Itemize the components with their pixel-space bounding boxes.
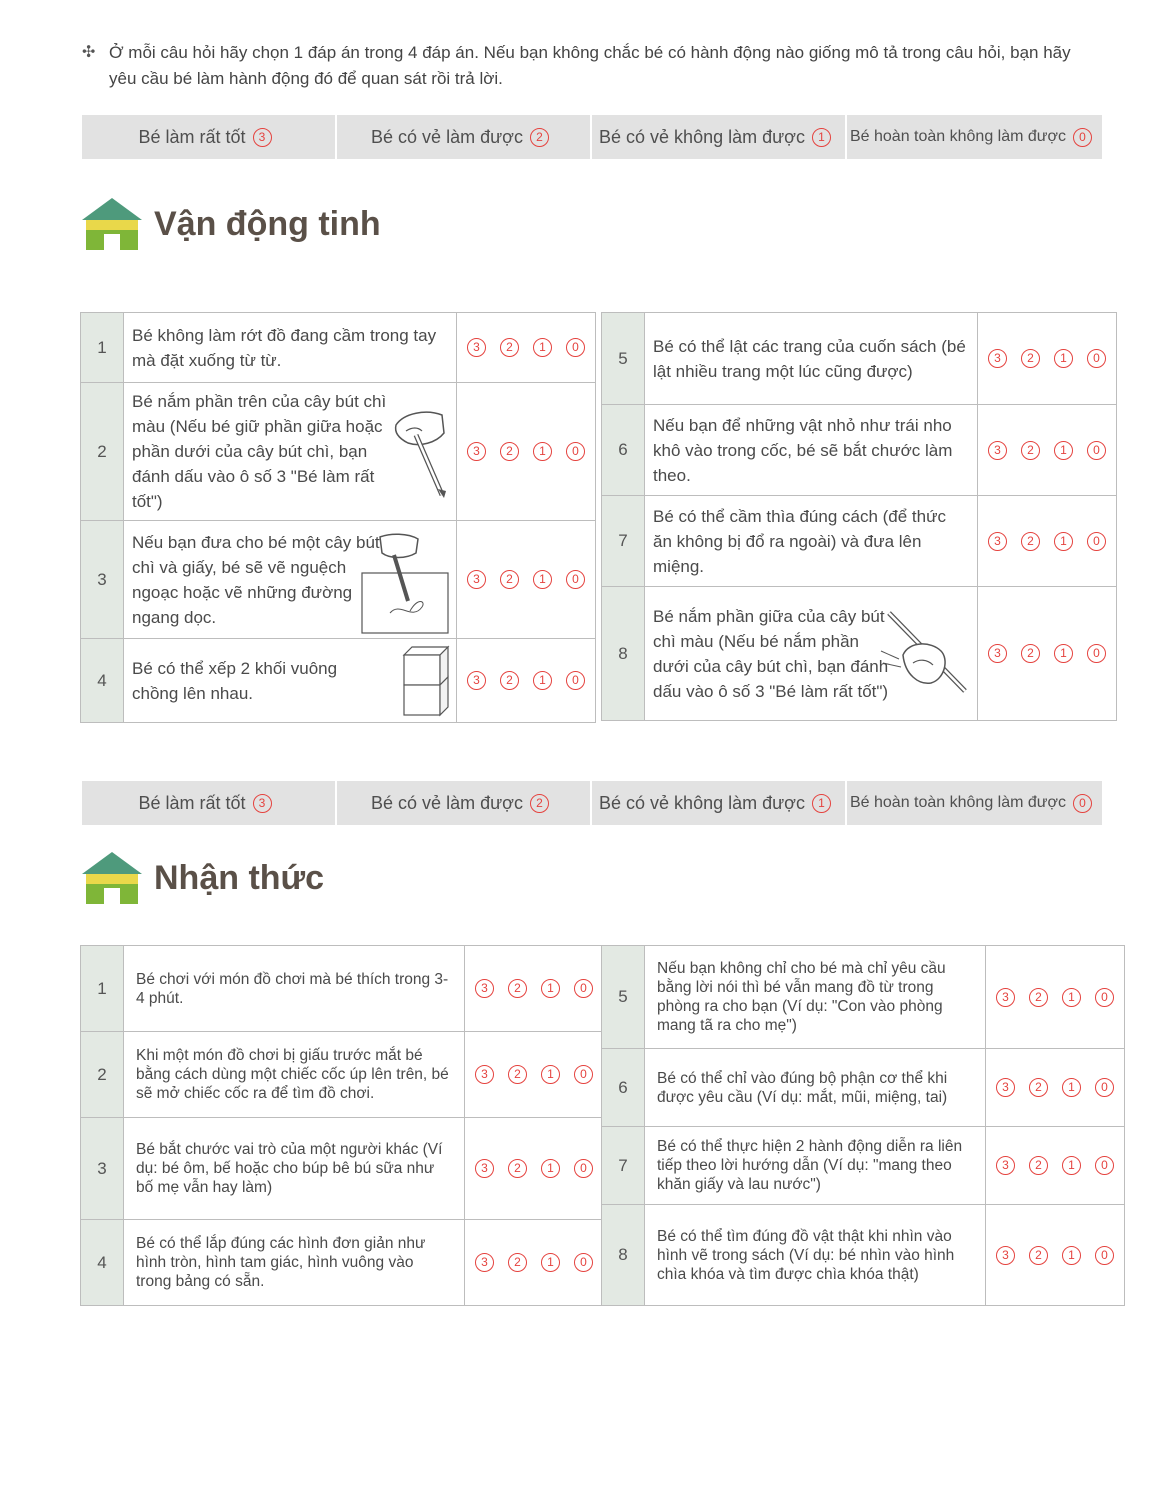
- answer-options[interactable]: 3 2 1 0: [986, 1127, 1125, 1205]
- answer-options[interactable]: 3 2 1 0: [457, 521, 596, 639]
- table-row: 8 Bé nắm phần giữa của cây bút chì màu (Nếu bé nắm phần dưới của cây bút chì, bạn đánh dấu vào ô số 3 "Bé làm rất tốt") 3 2 1 0: [602, 587, 1117, 721]
- house-icon: [80, 196, 144, 252]
- answer-options[interactable]: 3 2 1 0: [465, 1032, 604, 1118]
- table-row: 4 Bé có thể lắp đúng các hình đơn giản như hình tròn, hình tam giác, hình vuông vào trong bảng có sẵn. 3 2 1 0: [81, 1220, 604, 1306]
- score-circle-icon: 0: [1073, 128, 1092, 147]
- question-table-fine-motor-right: [601, 312, 1117, 721]
- table-row: 1 Bé không làm rớt đồ đang cầm trong tay mà đặt xuống từ từ. 3 2 1 0: [81, 313, 596, 383]
- score-circle-icon: 2: [530, 794, 549, 813]
- table-row: 7 Bé có thể cầm thìa đúng cách (để thức ăn không bị đổ ra ngoài) và đưa lên miệng. 3 2 1 0: [602, 496, 1117, 587]
- hand-holding-pencil-top-illustration: [386, 403, 450, 499]
- legend-item-0: Bé hoàn toàn không làm được 0: [847, 781, 1102, 825]
- table-row: 5 Nếu bạn không chỉ cho bé mà chỉ yêu cầu bằng lời nói thì bé vẫn mang đồ từ trong phòng ra cho bạn (Ví dụ: "Con vào phòng mang tã ra cho mẹ") 3 2 1 0: [602, 946, 1125, 1049]
- table-row: 3 Nếu bạn đưa cho bé một cây bút chì và giấy, bé sẽ vẽ nguệch ngoạc hoặc vẽ những đường ngang dọc. 3 2 1 0: [81, 521, 596, 639]
- answer-options[interactable]: 3 2 1 0: [465, 1118, 604, 1220]
- question-table-cognition-left: [80, 945, 604, 1306]
- section-title-fine-motor: Vận động tinh: [80, 196, 381, 252]
- answer-options[interactable]: 3 2 1 0: [978, 496, 1117, 587]
- table-row: 6 Nếu bạn để những vật nhỏ như trái nho khô vào trong cốc, bé sẽ bắt chước làm theo. 3 2 1 0: [602, 405, 1117, 496]
- score-legend: [82, 115, 1102, 159]
- score-legend: [82, 781, 1102, 825]
- table-row: 6 Bé có thể chỉ vào đúng bộ phận cơ thể khi được yêu cầu (Ví dụ: mắt, mũi, miệng, tai) 3 2 1 0: [602, 1049, 1125, 1127]
- table-row: 7 Bé có thể thực hiện 2 hành động diễn ra liên tiếp theo lời hướng dẫn (Ví dụ: "mang theo khăn giấy và lau nước") 3 2 1 0: [602, 1127, 1125, 1205]
- table-row: 4 Bé có thể xếp 2 khối vuông chồng lên nhau. 3 2 1 0: [81, 639, 596, 723]
- legend-item-3: Bé làm rất tốt 3: [82, 781, 335, 825]
- score-circle-icon: 1: [812, 128, 831, 147]
- answer-options[interactable]: 3 2 1 0: [978, 587, 1117, 721]
- score-circle-icon: 0: [1073, 794, 1092, 813]
- table-row: 8 Bé có thể tìm đúng đồ vật thật khi nhìn vào hình vẽ trong sách (Ví dụ: bé nhìn vào hình chìa khóa và tìm được chìa khóa thật) 3 2 1 0: [602, 1205, 1125, 1306]
- answer-options[interactable]: 3 2 1 0: [986, 1049, 1125, 1127]
- instruction: [82, 40, 1092, 92]
- answer-options[interactable]: 3 2 1 0: [978, 405, 1117, 496]
- score-circle-icon: 1: [812, 794, 831, 813]
- stacked-blocks-illustration: [400, 645, 450, 717]
- house-icon: [80, 850, 144, 906]
- table-row: 1 Bé chơi với món đồ chơi mà bé thích trong 3-4 phút. 3 2 1 0: [81, 946, 604, 1032]
- answer-options[interactable]: 3 2 1 0: [457, 383, 596, 521]
- legend-item-3: Bé làm rất tốt 3: [82, 115, 335, 159]
- table-row: 5 Bé có thể lật các trang của cuốn sách (bé lật nhiều trang một lúc cũng được) 3 2 1 0: [602, 313, 1117, 405]
- answer-options[interactable]: 3 2 1 0: [457, 639, 596, 723]
- question-table-fine-motor-left: [80, 312, 596, 723]
- table-row: 2 Bé nắm phần trên của cây bút chì màu (Nếu bé giữ phần giữa hoặc phần dưới của cây bút chì, bạn đánh dấu vào ô số 3 "Bé làm rất tốt") 3 2 1 0: [81, 383, 596, 521]
- score-circle-icon: 3: [253, 128, 272, 147]
- answer-options[interactable]: 3 2 1 0: [457, 313, 596, 383]
- bullet-icon: ✣: [82, 44, 96, 61]
- legend-item-2: Bé có vẻ làm được 2: [337, 115, 590, 159]
- question-table-cognition-right: [601, 945, 1125, 1306]
- table-row: 2 Khi một món đồ chơi bị giấu trước mắt bé bằng cách dùng một chiếc cốc úp lên trên, bé sẽ mở chiếc cốc ra để tìm đồ chơi. 3 2 1 0: [81, 1032, 604, 1118]
- score-circle-icon: 3: [253, 794, 272, 813]
- legend-item-0: Bé hoàn toàn không làm được 0: [847, 115, 1102, 159]
- answer-options[interactable]: 3 2 1 0: [986, 1205, 1125, 1306]
- legend-item-1: Bé có vẻ không làm được 1: [592, 781, 845, 825]
- section-title-cognition: Nhận thức: [80, 850, 324, 906]
- answer-options[interactable]: 3 2 1 0: [986, 946, 1125, 1049]
- answer-options[interactable]: 3 2 1 0: [465, 1220, 604, 1306]
- table-row: 3 Bé bắt chước vai trò của một người khác (Ví dụ: bé ôm, bế hoặc cho búp bê bú sữa như bố mẹ vẫn hay làm) 3 2 1 0: [81, 1118, 604, 1220]
- legend-item-2: Bé có vẻ làm được 2: [337, 781, 590, 825]
- score-circle-icon: 2: [530, 128, 549, 147]
- instruction-text: Ở mỗi câu hỏi hãy chọn 1 đáp án trong 4 đáp án. Nếu bạn không chắc bé có hành động nào giống mô tả trong câu hỏi, bạn hãy yêu cầu bé làm hành động đó để quan sát rồi trả lời.: [109, 43, 1071, 88]
- hand-holding-pencil-middle-illustration: [879, 607, 971, 697]
- answer-options[interactable]: 3 2 1 0: [465, 946, 604, 1032]
- legend-item-1: Bé có vẻ không làm được 1: [592, 115, 845, 159]
- answer-options[interactable]: 3 2 1 0: [978, 313, 1117, 405]
